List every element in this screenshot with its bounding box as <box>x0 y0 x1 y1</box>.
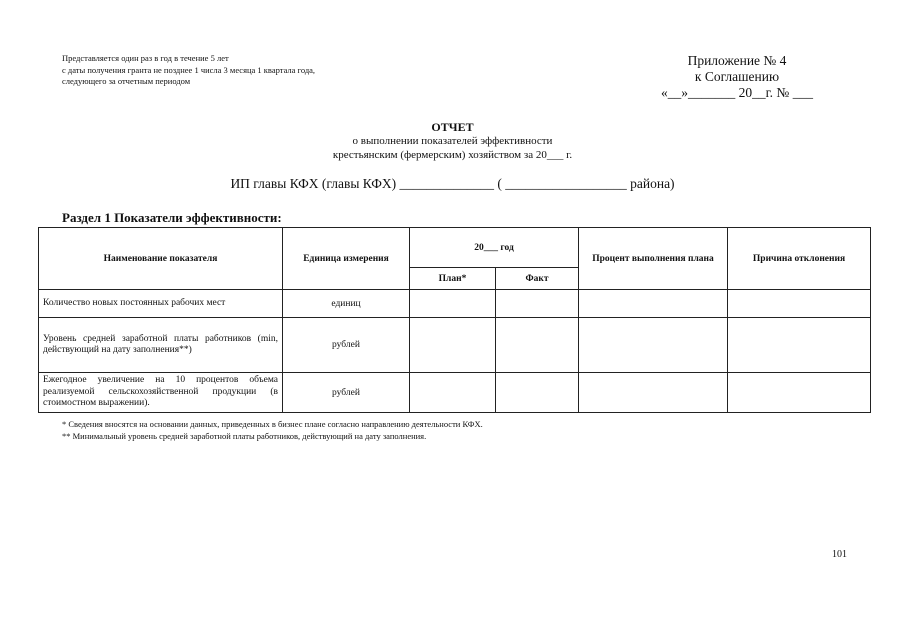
row-reason-cell <box>728 373 871 413</box>
note-line-1: Представляется один раз в год в течение 5 лет <box>62 53 229 63</box>
row-plan-cell <box>410 290 496 318</box>
row-percent-cell <box>579 290 728 318</box>
table-row <box>39 290 871 318</box>
row-percent-cell <box>579 318 728 373</box>
indicators-table <box>38 227 871 413</box>
report-title-sub-2: крестьянским (фермерским) хозяйством за 20___ г. <box>332 149 573 161</box>
appendix-line-3: «__»_______ 20__г. № ___ <box>661 85 813 100</box>
section-title: Раздел 1 Показатели эффективности: <box>62 210 282 225</box>
note-line-3: следующего за отчетным периодом <box>62 76 191 86</box>
row-percent-cell <box>579 373 728 413</box>
report-title-main: ОТЧЕТ <box>431 120 474 134</box>
row-name: Количество новых постоянных рабочих мест <box>39 290 283 318</box>
page-number: 101 <box>832 549 847 560</box>
row-fact-cell <box>496 373 579 413</box>
row-unit: рублей <box>283 373 410 413</box>
row-plan-cell <box>410 373 496 413</box>
appendix-line-2: к Соглашению <box>694 69 780 84</box>
submission-note <box>62 53 422 88</box>
note-line-2: с даты получения гранта не позднее 1 числа 3 месяца 1 квартала года, <box>62 64 316 75</box>
table-row <box>39 373 871 413</box>
header-fact: Факт <box>496 268 579 290</box>
header-unit: Единица измерения <box>283 228 410 290</box>
header-year: 20___ год <box>410 228 579 268</box>
report-title-sub-1: о выполнении показателей эффективности <box>352 135 553 147</box>
footnotes <box>62 418 483 442</box>
header-plan: План* <box>410 268 496 290</box>
header-percent: Процент выполнения плана <box>579 228 728 290</box>
appendix-header <box>637 53 837 101</box>
appendix-line-1: Приложение № 4 <box>687 53 787 68</box>
row-name: Уровень средней заработной платы работников (min, действующий на дату заполнения**) <box>39 318 283 373</box>
row-fact-cell <box>496 318 579 373</box>
row-reason-cell <box>728 318 871 373</box>
footnote-1: * Сведения вносятся на основании данных, приведенных в бизнес плане согласно направлению деятельности КФХ. <box>62 419 483 429</box>
table-row <box>39 318 871 373</box>
header-reason: Причина отклонения <box>728 228 871 290</box>
row-reason-cell <box>728 290 871 318</box>
row-unit: единиц <box>283 290 410 318</box>
footnote-2: ** Минимальный уровень средней заработной платы работников, действующий на дату заполнения. <box>62 431 427 441</box>
row-unit: рублей <box>283 318 410 373</box>
row-fact-cell <box>496 290 579 318</box>
row-plan-cell <box>410 318 496 373</box>
row-name: Ежегодное увеличение на 10 процентов объема реализуемой сельскохозяйственной продукции (в стоимостном выражении). <box>39 373 283 413</box>
header-indicator-name: Наименование показателя <box>39 228 283 290</box>
entrepreneur-line: ИП главы КФХ (главы КФХ) ______________ ( __________________ района) <box>230 176 675 191</box>
report-title <box>0 120 905 162</box>
